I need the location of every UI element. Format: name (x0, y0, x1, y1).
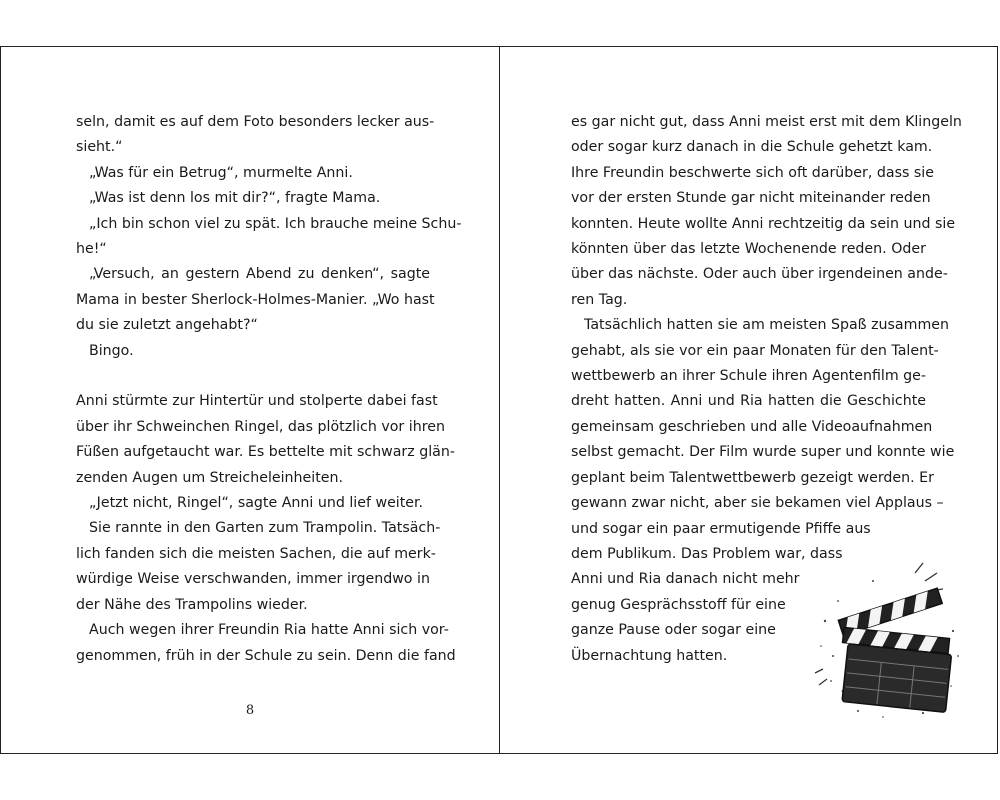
text-line: über ihr Schweinchen Ringel, das plötzlich vor ihren (76, 418, 445, 435)
text-line: Ihre Freundin beschwerte sich oft darüber, dass sie (571, 164, 934, 181)
text-line: wettbewerb an ihrer Schule ihren Agentenfilm ge- (571, 368, 927, 385)
text-line: lich fanden sich die meisten Sachen, die auf merk- (76, 545, 436, 562)
text-line: genommen, früh in der Schule zu sein. Denn die fand (76, 647, 456, 664)
text-line: Tatsächlich hatten sie am meisten Spaß zusammen (584, 317, 949, 334)
text-line: sieht.“ (76, 139, 123, 156)
text-line: über das nächste. Oder auch über irgendeinen ande- (571, 266, 948, 283)
text-line: würdige Weise verschwanden, immer irgendwo in (76, 571, 430, 588)
text-line: oder sogar kurz danach in die Schule gehetzt kam. (571, 139, 933, 156)
text-line: geplant beim Talentwettbewerb gezeigt werden. Er (571, 469, 934, 486)
text-line: der Nähe des Trampolins wieder. (76, 596, 308, 613)
text-line: genug Gesprächsstoff für eine (571, 596, 786, 613)
text-line: zenden Augen um Streicheleinheiten. (76, 469, 343, 486)
text-line: seln, damit es auf dem Foto besonders lecker aus- (76, 114, 435, 130)
text-line: selbst gemacht. Der Film wurde super und konnte wie (571, 444, 955, 461)
right-page (500, 47, 998, 753)
text-line: „Jetzt nicht, Ringel“, sagte Anni und lief weiter. (89, 495, 424, 512)
left-page-text (76, 110, 462, 669)
text-line: dem Publikum. Das Problem war, dass (571, 545, 843, 562)
left-page (1, 47, 500, 753)
text-line: vor der ersten Stunde gar nicht miteinander reden (571, 190, 931, 207)
text-line: „Was für ein Betrug“, murmelte Anni. (89, 164, 353, 181)
text-line: Anni stürmte zur Hintertür und stolperte dabei fast (76, 393, 438, 410)
text-line: Anni und Ria danach nicht mehr (571, 571, 800, 588)
clapperboard-icon (813, 561, 963, 721)
text-line: gehabt, als sie vor ein paar Monaten für den Talent- (571, 342, 939, 359)
text-line (76, 364, 430, 389)
text-line: und sogar ein paar ermutigende Pfiffe aus (571, 520, 871, 537)
text-line: „Versuch, an gestern Abend zu denken“, sagte (89, 266, 430, 283)
text-line: he!“ (76, 241, 107, 258)
text-line: könnten über das letzte Wochenende reden. Oder (571, 241, 926, 258)
text-line: du sie zuletzt angehabt?“ (76, 317, 258, 334)
text-line: dreht hatten. Anni und Ria hatten die Geschichte (571, 393, 926, 410)
text-line: Mama in bester Sherlock-Holmes-Manier. „Wo hast (76, 291, 435, 308)
book-spread (0, 46, 998, 754)
text-line: gemeinsam geschrieben und alle Videoaufnahmen (571, 418, 933, 435)
text-line: Auch wegen ihrer Freundin Ria hatte Anni sich vor- (89, 622, 449, 639)
page-number: 8 (245, 703, 255, 718)
text-line: konnten. Heute wollte Anni rechtzeitig da sein und sie (571, 215, 956, 232)
text-line: „Was ist denn los mit dir?“, fragte Mama. (89, 190, 381, 207)
text-line: Füßen aufgetaucht war. Es bettelte mit schwarz glän- (76, 444, 455, 461)
text-line: ren Tag. (571, 291, 628, 308)
text-line: „Ich bin schon viel zu spät. Ich brauche meine Schu- (89, 215, 462, 232)
text-line: es gar nicht gut, dass Anni meist erst mit dem Klingeln (571, 114, 962, 130)
text-line: Übernachtung hatten. (571, 647, 728, 664)
text-line: Sie rannte in den Garten zum Trampolin. Tatsäch- (89, 520, 441, 537)
text-line: gewann zwar nicht, aber sie bekamen viel Applaus – (571, 495, 944, 512)
text-line: ganze Pause oder sogar eine (571, 622, 776, 639)
text-line: Bingo. (89, 342, 134, 359)
